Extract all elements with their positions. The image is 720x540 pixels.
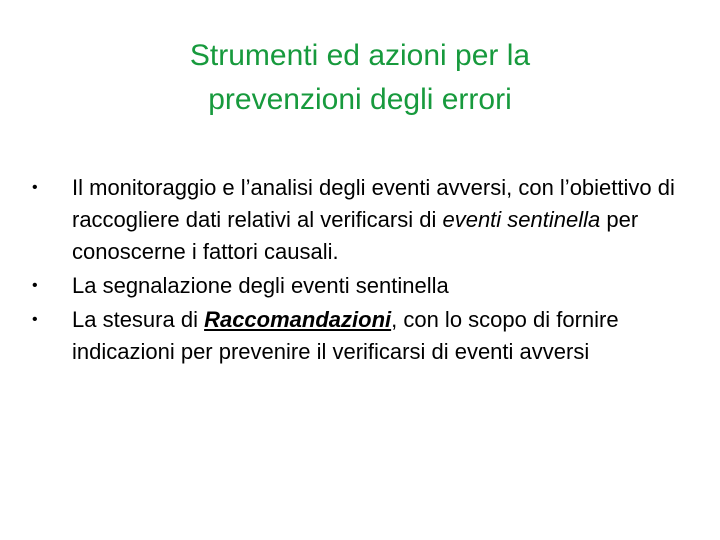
title-line-2: prevenzioni degli errori (208, 83, 512, 116)
bullet-icon: • (32, 179, 38, 196)
bullet-text: La segnalazione degli eventi sentinella (72, 273, 449, 298)
bullet-text: Il monitoraggio e l’analisi degli eventi avversi, con l’obiettivo di raccogliere dati relativi al verificarsi di (72, 175, 675, 232)
bullet-icon: • (32, 277, 38, 294)
bullet-emphasis-eventi-sentinella: eventi sentinella (442, 207, 601, 232)
bullet-icon: • (32, 311, 38, 328)
bullet-list (30, 172, 698, 370)
bullet-item-monitoraggio (30, 172, 698, 268)
title-line-1: Strumenti ed azioni per la (189, 39, 531, 72)
bullet-item-raccomandazioni (30, 304, 698, 368)
bullet-text: La stesura di (72, 307, 205, 332)
bullet-text-continued: per conoscerne i fattori causali. (72, 207, 639, 264)
bullet-text-continued: , con lo scopo di fornire indicazioni per prevenire il verificarsi di eventi avversi (72, 307, 619, 364)
slide-title (60, 34, 660, 122)
bullet-item-segnalazione (30, 270, 698, 302)
bullet-emphasis-raccomandazioni: Raccomandazioni (204, 307, 392, 332)
